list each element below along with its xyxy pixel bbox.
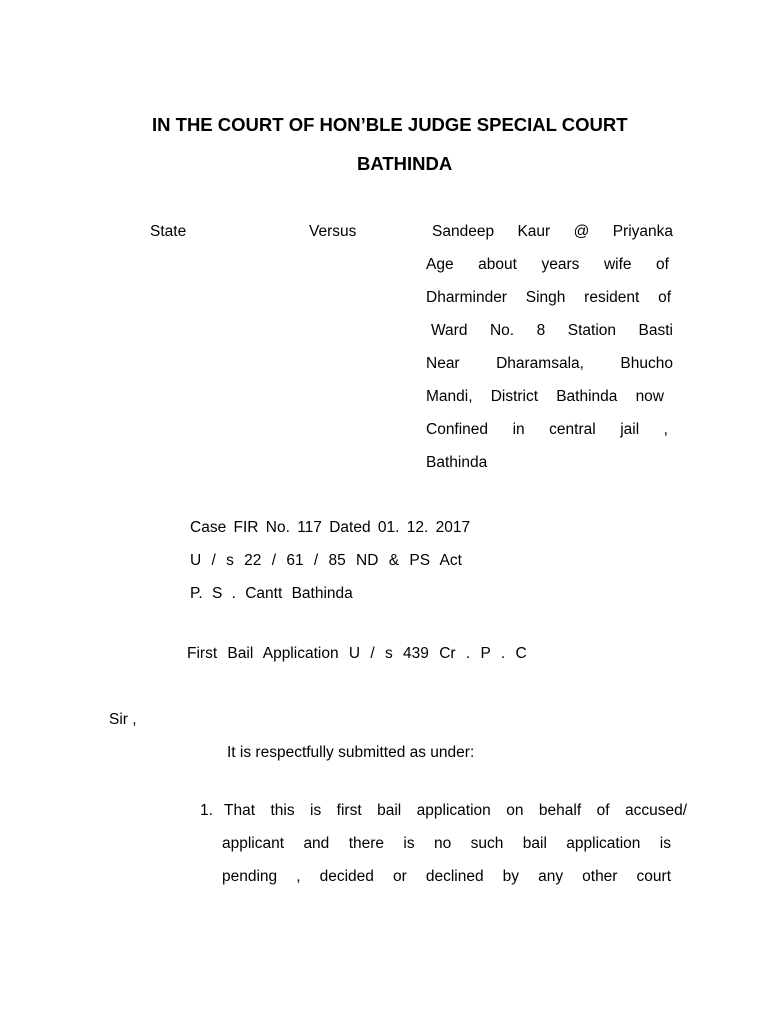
intro-text: It is respectfully submitted as under: [227,744,475,761]
case-police-station: P. S . Cantt Bathinda [190,585,353,602]
paragraph-line: That this is first bail application on behalf of accused/ [224,802,687,819]
accused-line: Confined in central jail , [426,421,668,438]
application-title: First Bail Application U / s 439 Cr . P . C [187,645,527,662]
paragraph-line: applicant and there is no such bail application is [222,835,671,852]
court-heading-line1: IN THE COURT OF HON’BLE JUDGE SPECIAL COURT [152,114,628,135]
party-versus: Versus [309,223,357,240]
accused-line: Bathinda [426,454,488,471]
accused-line: Mandi, District Bathinda now [426,388,664,405]
accused-line: Near Dharamsala, Bhucho [426,355,673,372]
case-section: U / s 22 / 61 / 85 ND & PS Act [190,552,462,569]
party-state: State [150,223,187,240]
accused-line: Ward No. 8 Station Basti [431,322,673,339]
case-fir: Case FIR No. 117 Dated 01. 12. 2017 [190,519,471,536]
accused-line: Sandeep Kaur @ Priyanka [432,223,673,240]
paragraph-number: 1. [200,802,213,819]
accused-line: Age about years wife of [426,256,669,273]
salutation: Sir , [109,711,137,728]
paragraph-line: pending , decided or declined by any other court [222,868,671,885]
accused-line: Dharminder Singh resident of [426,289,671,306]
court-heading-line2: BATHINDA [357,153,453,174]
